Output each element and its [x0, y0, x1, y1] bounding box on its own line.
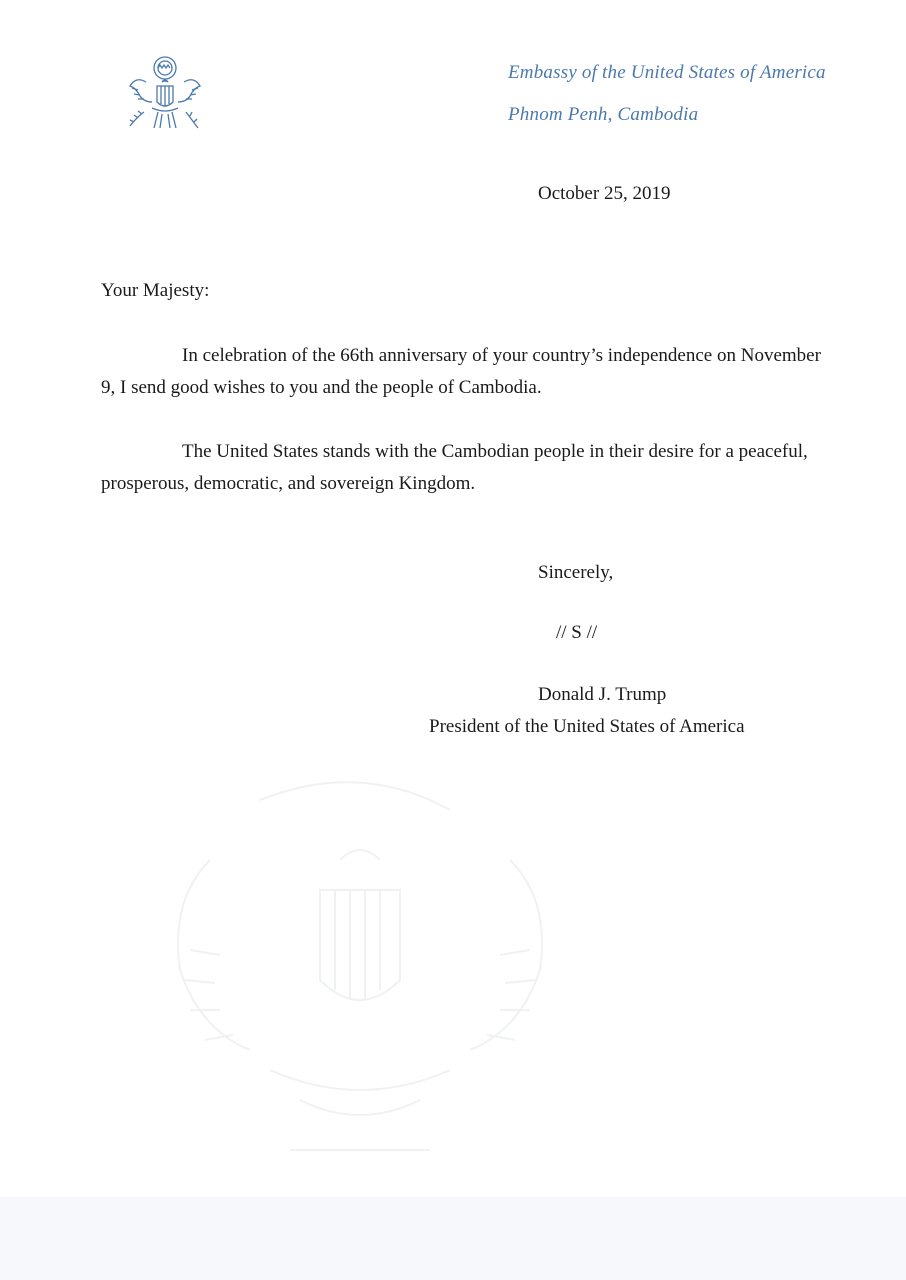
body-paragraph-2-text: The United States stands with the Cambodian people in their desire for a peaceful, prosperous, democratic, and sovereign Kingdom. [101, 441, 808, 494]
closing: Sincerely, [538, 562, 614, 583]
letterhead-embassy-name: Embassy of the United States of America [508, 62, 826, 83]
body-paragraph-2 [101, 436, 821, 500]
letter-date: October 25, 2019 [538, 183, 671, 204]
signature-mark: // S // [556, 622, 598, 643]
great-seal-eagle-icon [124, 52, 206, 138]
signatory-name: Donald J. Trump [538, 684, 667, 705]
embossed-eagle-seal-icon [150, 740, 570, 1190]
body-paragraph-1 [101, 340, 821, 404]
salutation: Your Majesty: [101, 280, 210, 301]
body-paragraph-1-text: In celebration of the 66th anniversary of your country’s independence on November 9, I send good wishes to you and the people of Cambodia. [101, 345, 821, 398]
letterhead [508, 52, 826, 136]
signatory-title: President of the United States of America [429, 716, 745, 737]
letterhead-location: Phnom Penh, Cambodia [508, 104, 699, 125]
